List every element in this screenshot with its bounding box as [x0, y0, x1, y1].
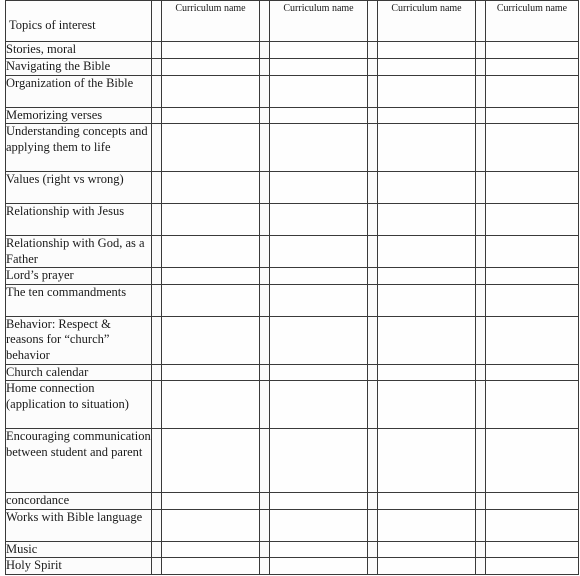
checkmark-cell[interactable]: [368, 509, 378, 541]
checkmark-cell[interactable]: [152, 268, 162, 285]
topic-cell: The ten commandments: [6, 284, 152, 316]
curriculum-entry-cell[interactable]: [162, 204, 260, 236]
curriculum-entry-cell[interactable]: [486, 59, 579, 76]
checkmark-cell[interactable]: [260, 124, 270, 172]
table-row: [6, 172, 579, 204]
curriculum-entry-cell[interactable]: [270, 268, 368, 285]
curriculum-entry-cell[interactable]: [378, 429, 476, 493]
curriculum-entry-cell[interactable]: [162, 493, 260, 510]
topic-cell: Relationship with God, as a Father: [6, 236, 152, 268]
topic-cell: Navigating the Bible: [6, 59, 152, 76]
curriculum-entry-cell[interactable]: [486, 107, 579, 124]
curriculum-entry-cell[interactable]: [270, 509, 368, 541]
topic-cell: Values (right vs wrong): [6, 172, 152, 204]
curriculum-entry-cell[interactable]: [162, 59, 260, 76]
curriculum-entry-cell[interactable]: [162, 236, 260, 268]
checkmark-cell[interactable]: [368, 429, 378, 493]
curriculum-entry-cell[interactable]: [162, 541, 260, 558]
table-row: [6, 284, 579, 316]
checkmark-cell[interactable]: [260, 541, 270, 558]
table-row: [6, 107, 579, 124]
checkmark-cell[interactable]: [476, 493, 486, 510]
checkmark-cell[interactable]: [152, 316, 162, 364]
curriculum-entry-cell[interactable]: [486, 284, 579, 316]
check-column-header: [260, 1, 270, 42]
table-row: [6, 268, 579, 285]
checkmark-cell[interactable]: [476, 236, 486, 268]
checkmark-cell[interactable]: [368, 381, 378, 429]
table-row: [6, 75, 579, 107]
checkmark-cell[interactable]: [152, 558, 162, 575]
table-row: [6, 541, 579, 558]
topic-cell: Memorizing verses: [6, 107, 152, 124]
checkmark-cell[interactable]: [476, 364, 486, 381]
checkmark-cell[interactable]: [260, 316, 270, 364]
curriculum-entry-cell[interactable]: [486, 204, 579, 236]
curriculum-entry-cell[interactable]: [486, 42, 579, 59]
topic-cell: Church calendar: [6, 364, 152, 381]
curriculum-entry-cell[interactable]: [486, 236, 579, 268]
curriculum-entry-cell[interactable]: [162, 429, 260, 493]
checkmark-cell[interactable]: [368, 59, 378, 76]
table-row: [6, 316, 579, 364]
curriculum-entry-cell[interactable]: [270, 364, 368, 381]
checkmark-cell[interactable]: [368, 541, 378, 558]
checkmark-cell[interactable]: [368, 42, 378, 59]
table-row: [6, 59, 579, 76]
curriculum-entry-cell[interactable]: [162, 316, 260, 364]
checkmark-cell[interactable]: [476, 59, 486, 76]
checkmark-cell[interactable]: [152, 124, 162, 172]
curriculum-entry-cell[interactable]: [270, 75, 368, 107]
checkmark-cell[interactable]: [476, 42, 486, 59]
curriculum-entry-cell[interactable]: [378, 75, 476, 107]
checkmark-cell[interactable]: [476, 381, 486, 429]
curriculum-entry-cell[interactable]: [270, 316, 368, 364]
curriculum-entry-cell[interactable]: [378, 124, 476, 172]
checkmark-cell[interactable]: [368, 124, 378, 172]
curriculum-entry-cell[interactable]: [378, 509, 476, 541]
curriculum-entry-cell[interactable]: [162, 364, 260, 381]
table-row: [6, 124, 579, 172]
curriculum-entry-cell[interactable]: [270, 124, 368, 172]
checkmark-cell[interactable]: [476, 124, 486, 172]
curriculum-entry-cell[interactable]: [270, 42, 368, 59]
checkmark-cell[interactable]: [476, 558, 486, 575]
checkmark-cell[interactable]: [368, 493, 378, 510]
checkmark-cell[interactable]: [152, 59, 162, 76]
checkmark-cell[interactable]: [260, 107, 270, 124]
checkmark-cell[interactable]: [476, 172, 486, 204]
curriculum-entry-cell[interactable]: [162, 42, 260, 59]
checkmark-cell[interactable]: [476, 107, 486, 124]
curriculum-entry-cell[interactable]: [270, 59, 368, 76]
checkmark-cell[interactable]: [152, 429, 162, 493]
curriculum-entry-cell[interactable]: [378, 558, 476, 575]
curriculum-entry-cell[interactable]: [378, 541, 476, 558]
curriculum-entry-cell[interactable]: [270, 204, 368, 236]
curriculum-entry-cell[interactable]: [270, 284, 368, 316]
checkmark-cell[interactable]: [476, 284, 486, 316]
curriculum-entry-cell[interactable]: [162, 107, 260, 124]
curriculum-entry-cell[interactable]: [270, 381, 368, 429]
checkmark-cell[interactable]: [152, 381, 162, 429]
checkmark-cell[interactable]: [260, 509, 270, 541]
checkmark-cell[interactable]: [260, 172, 270, 204]
table-row: [6, 429, 579, 493]
topic-cell: Relationship with Jesus: [6, 204, 152, 236]
curriculum-entry-cell[interactable]: [378, 107, 476, 124]
checkmark-cell[interactable]: [260, 42, 270, 59]
curriculum-entry-cell[interactable]: [486, 172, 579, 204]
curriculum-comparison-table: [5, 0, 579, 575]
checkmark-cell[interactable]: [368, 204, 378, 236]
checkmark-cell[interactable]: [476, 268, 486, 285]
table-row: [6, 204, 579, 236]
curriculum-entry-cell[interactable]: [162, 381, 260, 429]
curriculum-entry-cell[interactable]: [270, 172, 368, 204]
curriculum-entry-cell[interactable]: [486, 124, 579, 172]
curriculum-entry-cell[interactable]: [486, 75, 579, 107]
checkmark-cell[interactable]: [152, 509, 162, 541]
curriculum-entry-cell[interactable]: [378, 268, 476, 285]
checkmark-cell[interactable]: [260, 429, 270, 493]
topic-cell: Stories, moral: [6, 42, 152, 59]
topic-cell: Home connection (application to situation): [6, 381, 152, 429]
topic-cell: Organization of the Bible: [6, 75, 152, 107]
checkmark-cell[interactable]: [368, 268, 378, 285]
curriculum-entry-cell[interactable]: [162, 268, 260, 285]
curriculum-entry-cell[interactable]: [486, 364, 579, 381]
curriculum-entry-cell[interactable]: [162, 172, 260, 204]
topic-cell: Lord’s prayer: [6, 268, 152, 285]
checkmark-cell[interactable]: [260, 59, 270, 76]
curriculum-entry-cell[interactable]: [378, 59, 476, 76]
curriculum-entry-cell[interactable]: [378, 204, 476, 236]
topic-cell: Understanding concepts and applying them to life: [6, 124, 152, 172]
curriculum-name-header: Curriculum name: [162, 1, 260, 42]
curriculum-entry-cell[interactable]: [378, 42, 476, 59]
table-row: [6, 236, 579, 268]
checkmark-cell[interactable]: [152, 75, 162, 107]
curriculum-entry-cell[interactable]: [162, 75, 260, 107]
checkmark-cell[interactable]: [152, 107, 162, 124]
checkmark-cell[interactable]: [476, 316, 486, 364]
checkmark-cell[interactable]: [260, 364, 270, 381]
checkmark-cell[interactable]: [152, 541, 162, 558]
curriculum-entry-cell[interactable]: [162, 124, 260, 172]
curriculum-entry-cell[interactable]: [486, 509, 579, 541]
table-row: [6, 42, 579, 59]
curriculum-name-header: Curriculum name: [486, 1, 579, 42]
checkmark-cell[interactable]: [260, 75, 270, 107]
checkmark-cell[interactable]: [152, 493, 162, 510]
curriculum-entry-cell[interactable]: [378, 364, 476, 381]
curriculum-entry-cell[interactable]: [270, 541, 368, 558]
table-row: [6, 381, 579, 429]
checkmark-cell[interactable]: [476, 541, 486, 558]
curriculum-entry-cell[interactable]: [486, 268, 579, 285]
checkmark-cell[interactable]: [152, 284, 162, 316]
curriculum-entry-cell[interactable]: [162, 558, 260, 575]
checkmark-cell[interactable]: [476, 509, 486, 541]
curriculum-entry-cell[interactable]: [270, 558, 368, 575]
table-row: [6, 558, 579, 575]
topic-cell: Holy Spirit: [6, 558, 152, 575]
checkmark-cell[interactable]: [368, 364, 378, 381]
curriculum-entry-cell[interactable]: [486, 429, 579, 493]
curriculum-entry-cell[interactable]: [270, 236, 368, 268]
checkmark-cell[interactable]: [152, 364, 162, 381]
checkmark-cell[interactable]: [476, 204, 486, 236]
curriculum-entry-cell[interactable]: [486, 316, 579, 364]
checkmark-cell[interactable]: [152, 236, 162, 268]
curriculum-entry-cell[interactable]: [270, 107, 368, 124]
table-row: [6, 509, 579, 541]
checkmark-cell[interactable]: [368, 75, 378, 107]
curriculum-entry-cell[interactable]: [486, 381, 579, 429]
checkmark-cell[interactable]: [476, 429, 486, 493]
checkmark-cell[interactable]: [260, 204, 270, 236]
curriculum-name-header: Curriculum name: [378, 1, 476, 42]
checkmark-cell[interactable]: [260, 381, 270, 429]
table-row: [6, 493, 579, 510]
checkmark-cell[interactable]: [152, 172, 162, 204]
checkmark-cell[interactable]: [260, 268, 270, 285]
checkmark-cell[interactable]: [260, 493, 270, 510]
curriculum-entry-cell[interactable]: [486, 541, 579, 558]
checkmark-cell[interactable]: [152, 42, 162, 59]
curriculum-entry-cell[interactable]: [162, 509, 260, 541]
checkmark-cell[interactable]: [368, 172, 378, 204]
check-column-header: [368, 1, 378, 42]
checkmark-cell[interactable]: [368, 236, 378, 268]
curriculum-entry-cell[interactable]: [378, 284, 476, 316]
checkmark-cell[interactable]: [152, 204, 162, 236]
header-row: [6, 1, 579, 42]
curriculum-entry-cell[interactable]: [378, 381, 476, 429]
curriculum-entry-cell[interactable]: [378, 172, 476, 204]
curriculum-entry-cell[interactable]: [486, 493, 579, 510]
check-column-header: [476, 1, 486, 42]
topic-cell: concordance: [6, 493, 152, 510]
topics-of-interest-header: Topics of interest: [6, 1, 152, 42]
topic-cell: Works with Bible language: [6, 509, 152, 541]
curriculum-entry-cell[interactable]: [378, 236, 476, 268]
topic-cell: Behavior: Respect & reasons for “church” behavior: [6, 316, 152, 364]
checkmark-cell[interactable]: [368, 284, 378, 316]
curriculum-entry-cell[interactable]: [486, 558, 579, 575]
curriculum-name-header: Curriculum name: [270, 1, 368, 42]
topic-cell: Music: [6, 541, 152, 558]
checkmark-cell[interactable]: [368, 107, 378, 124]
topic-cell: Encouraging communication between student and parent: [6, 429, 152, 493]
check-column-header: [152, 1, 162, 42]
checkmark-cell[interactable]: [476, 75, 486, 107]
checkmark-cell[interactable]: [368, 558, 378, 575]
curriculum-entry-cell[interactable]: [378, 493, 476, 510]
curriculum-entry-cell[interactable]: [270, 429, 368, 493]
curriculum-entry-cell[interactable]: [270, 493, 368, 510]
checkmark-cell[interactable]: [260, 236, 270, 268]
curriculum-entry-cell[interactable]: [162, 284, 260, 316]
table-row: [6, 364, 579, 381]
curriculum-entry-cell[interactable]: [378, 316, 476, 364]
checkmark-cell[interactable]: [260, 284, 270, 316]
checkmark-cell[interactable]: [368, 316, 378, 364]
checkmark-cell[interactable]: [260, 558, 270, 575]
